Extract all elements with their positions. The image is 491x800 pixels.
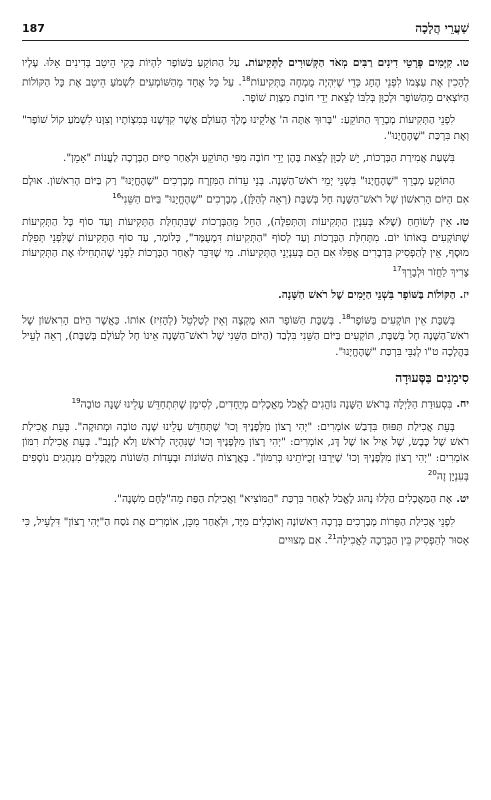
section-number: טו. bbox=[456, 57, 470, 69]
paragraph-19-bracha bbox=[22, 515, 469, 550]
paragraph-18 bbox=[22, 394, 469, 413]
paragraph-text: לִפְנֵי הַתְּקִיעוֹת מְבָרֵךְ הַתּוֹקֵעַ: "בָּרוּךְ אַתָּה ה' אֱלֹקֵינוּ מֶלֶךְ הָעוֹלָם אֲשֶׁר קִדְּשָׁנוּ בְּמִצְוֹתָיו וְצִוָּנוּ לִשְׁמֹעַ קוֹל שׁוֹפָר" וְאֶת בִּרְכַּת "שֶׁהֶחֱיָנוּ". bbox=[22, 114, 469, 142]
paragraph-text: לִפְנֵי אֲכִילַת הַפֵּרוֹת מְבָרְכִים בְּרָכָה רִאשׁוֹנָה וְאוֹכְלִים מִיָּד, וּלְאַחַר מִכֵּן, אוֹמְרִים אֶת נֹסַח הַ"יְּהִי רָצוֹן" דִּלְעֵיל, כִּי אָסוּר לְהַפְסִיק בֵּין הַבְּרָכָה לַאֲכִילָה bbox=[22, 515, 469, 547]
paragraph-text: עַל הַתּוֹקֵעַ בַּשּׁוֹפָר לִהְיוֹת בָּקִי הֵיטֵב בְּדִינִים אֵלּוּ. עָלָיו לְהָכִין אֶת עַצְמוֹ לִפְנֵי הֶחָג כְּדֵי שֶׁיִּהְיֶה מֻמְחֶה בַּתְּקִיעוֹת bbox=[22, 57, 469, 88]
paragraph-text: אֶת הַמַּאֲכָלִים הַלָּלוּ נָהוּג לֶאֱכֹל לְאַחַר בִּרְכַּת "הַמּוֹצִיא" וַאֲכִילַת הַפַּת מֵה"לֶּחֶם מִשְׁנֶה". bbox=[113, 493, 453, 505]
footnote-ref: 20 bbox=[427, 469, 437, 477]
footnote-ref: 18 bbox=[241, 74, 251, 83]
paragraph-text: הַתּוֹקֵעַ מְבָרֵךְ "שֶׁהֶחֱיָנוּ" בִּשְׁנֵי יְמֵי רֹאשׁ־הַשָּׁנָה. בְּנֵי עֵדוֹת הַמִּזְרָח מְבָרְכִים "שֶׁהֶחֱיָנוּ" רַק בַּיּוֹם הָרִאשׁוֹן. אוּלָם אִם הַיּוֹם הָרִאשׁוֹן שֶׁל רֹאשׁ־הַשָּׁנָה חָל בְּשַׁבָּת (רְאֵה לְהַלָּן), מְבָרְכִים "שֶׁהֶחֱיָנוּ" בַּיּוֹם הַשֵּׁנִי bbox=[22, 174, 469, 206]
section-heading: סִימָנִים בַּסְּעוּדָה bbox=[395, 370, 469, 385]
paragraph-15 bbox=[22, 56, 469, 106]
footnote-ref: 17 bbox=[392, 264, 402, 273]
paragraph-text: . עַל כָּל אֶחָד מֵהַשּׁוֹמְעִים לִשְׁמֹעַ הֵיטֵב אֶת כָּל הַקּוֹלוֹת הַיּוֹצְאִים מֵהַשּׁוֹפָר וּלְכַוֵּן בְּלִבּוֹ לָצֵאת יְדֵי חוֹבַת מִצְוַת שׁוֹפָר. bbox=[22, 76, 469, 104]
paragraph-text: . אִם מְצוּיִים bbox=[278, 534, 328, 547]
paragraph-19 bbox=[22, 492, 469, 508]
paragraph-text: אֵין לְשׂוֹחֵחַ (שֶׁלֹּא בְּעִנְיַן הַתְּקִיעוֹת וְהַתְּפִלָּה), הַחֵל מֵהַבְּרָכוֹת שֶׁבִּתְחִלַּת הַתְּקִיעוֹת וְעַד סוֹף כָּל הַתְּקִיעוֹת שֶׁתּוֹקְעִים בְּאוֹתוֹ יוֹם. מִתְּחִלַּת הַבְּרָכוֹת וְעַד לְסוֹף "הַתְּקִיעוֹת דִּמְעֻמָּד", כְּלוֹמַר, עַד סוֹף הַתְּקִיעוֹת שֶׁלִּפְנֵי תְּפִלַּת מוּסָף, אֵין לְהַפְסִיק בִּדְבָרִים אֲפִלּוּ אִם הֵם בְּעִנְיְנֵי הַתְּקִיעוֹת. מִי שֶׁדִּבֵּר לְאַחַר הַבְּרָכוֹת לִפְנֵי שֶׁהִתְחִילוּ אֶת הַתְּקִיעוֹת צָרִיךְ לַחֲזֹר וּלְבָרֵךְ bbox=[22, 216, 469, 278]
paragraph-16 bbox=[22, 215, 469, 281]
paragraph-15-blessing bbox=[22, 113, 469, 144]
paragraph-17 bbox=[22, 288, 469, 304]
section-number: יח. bbox=[456, 398, 469, 410]
paragraph-text: בִּסְעוּדַת הַלַּיְלָה בְּרֹאשׁ הַשָּׁנָה נוֹהֲגִים לֶאֱכֹל מַאֲכָלִים מְיֻחָדִים, לְסִימָן שֶׁתִּתְחַדֵּשׁ עָלֵינוּ שָׁנָה טוֹבָה bbox=[80, 398, 453, 410]
paragraph-17-shabbat bbox=[22, 310, 469, 360]
section-number: יז. bbox=[459, 288, 469, 301]
paragraph-text: . בְּשַׁבָּת הַשּׁוֹפָר הוּא מֻקְצֶה וְאֵין לְטַלְטֵל (לְהָזִיז) אוֹתוֹ. כַּאֲשֶׁר הַיּוֹם הָרִאשׁוֹן שֶׁל רֹאשׁ־הַשָּׁנָה חָל בְּשַׁבָּת, תּוֹקְעִים בַּיּוֹם הַשֵּׁנִי בִּלְבַד (הַיּוֹם הַשֵּׁנִי שֶׁל רֹאשׁ־הַשָּׁנָה אֵינוֹ חָל לְעוֹלָם בְּשַׁבָּת), רְאֵה לְעֵיל בַּהֲלָכָה ט"ו לְגַבֵּי בִּרְכַּת "שֶׁהֶחֱיָנוּ". bbox=[22, 314, 469, 358]
paragraph-text: בְּעֵת אֲכִילַת תַּפּוּחַ בִּדְבַשׁ אוֹמְרִים: "יְהִי רָצוֹן מִלְּפָנֶיךָ וְכוּ' שֶׁתְּחַדֵּשׁ עָלֵינוּ שָׁנָה טוֹבָה וּמְתוּקָה". בְּעֵת אֲכִילַת רֹאשׁ שֶׁל כֶּבֶשׂ, שֶׁל אַיִל אוֹ שֶׁל דָּג, אוֹמְרִים: "יְהִי רָצוֹן מִלְּפָנֶיךָ וְכוּ' שֶׁנִּהְיֶה לְרֹאשׁ וְלֹא לְזָנָב". בְּעֵת אֲכִילַת רִמּוֹן אוֹמְרִים: "יְהִי רָצוֹן מִלְּפָנֶיךָ וְכוּ' שֶׁיִּרְבּוּ זְכֻיּוֹתֵינוּ כְּרִמּוֹן". בָּאֲרָצוֹת הַשּׁוֹנוֹת וּבָעֵדוֹת הַשּׁוֹנוֹת מְקֻבָּלִים מִנְהָגִים נוֹסָפִים בְּעִנְיָן זֶה bbox=[22, 420, 469, 483]
footnote-ref: 19 bbox=[71, 396, 81, 405]
paragraph-text: בִּשְׁעַת אֲמִירַת הַבְּרָכוֹת, יֵשׁ לְכַוֵּן לָצֵאת בָּהֶן יְדֵי חוֹבָה מִפִּי הַתּוֹקֵעַ וּלְאַחַר סִיּוּם הַבְּרָכָה לַעֲנוֹת "אָמֵן". bbox=[63, 152, 455, 164]
paragraph-text: בְּשַׁבָּת אֵין תּוֹקְעִים בַּשּׁוֹפָר bbox=[350, 314, 455, 327]
running-title: שַׁעֲרֵי הֲלָכָה bbox=[415, 21, 469, 35]
footnote-ref: 16 bbox=[112, 192, 122, 200]
paragraph-lead: הַקּוֹלוֹת בַּשּׁוֹפָר בִּשְׁנֵי הַיָּמִים שֶׁל רֹאשׁ הַשָּׁנָה. bbox=[278, 288, 456, 301]
page-number: 187 bbox=[22, 22, 45, 35]
page-body bbox=[22, 56, 469, 556]
paragraph-15-shehecheyanu bbox=[22, 174, 469, 209]
paragraph-lead: קִיְּמִים פְּרָטֵי דִינִים רַבִּים מְאֹד הַקְּשׁוּרִים לַתְּקִיעוֹת. bbox=[244, 57, 453, 69]
paragraph-18-simanim bbox=[22, 420, 469, 486]
section-number: טז. bbox=[456, 216, 469, 228]
paragraph-15-amen bbox=[22, 151, 469, 167]
footnote-ref: 21 bbox=[327, 533, 337, 541]
footnote-ref: 18 bbox=[341, 313, 351, 321]
section-number: יט. bbox=[456, 493, 469, 505]
page-header bbox=[22, 22, 469, 41]
